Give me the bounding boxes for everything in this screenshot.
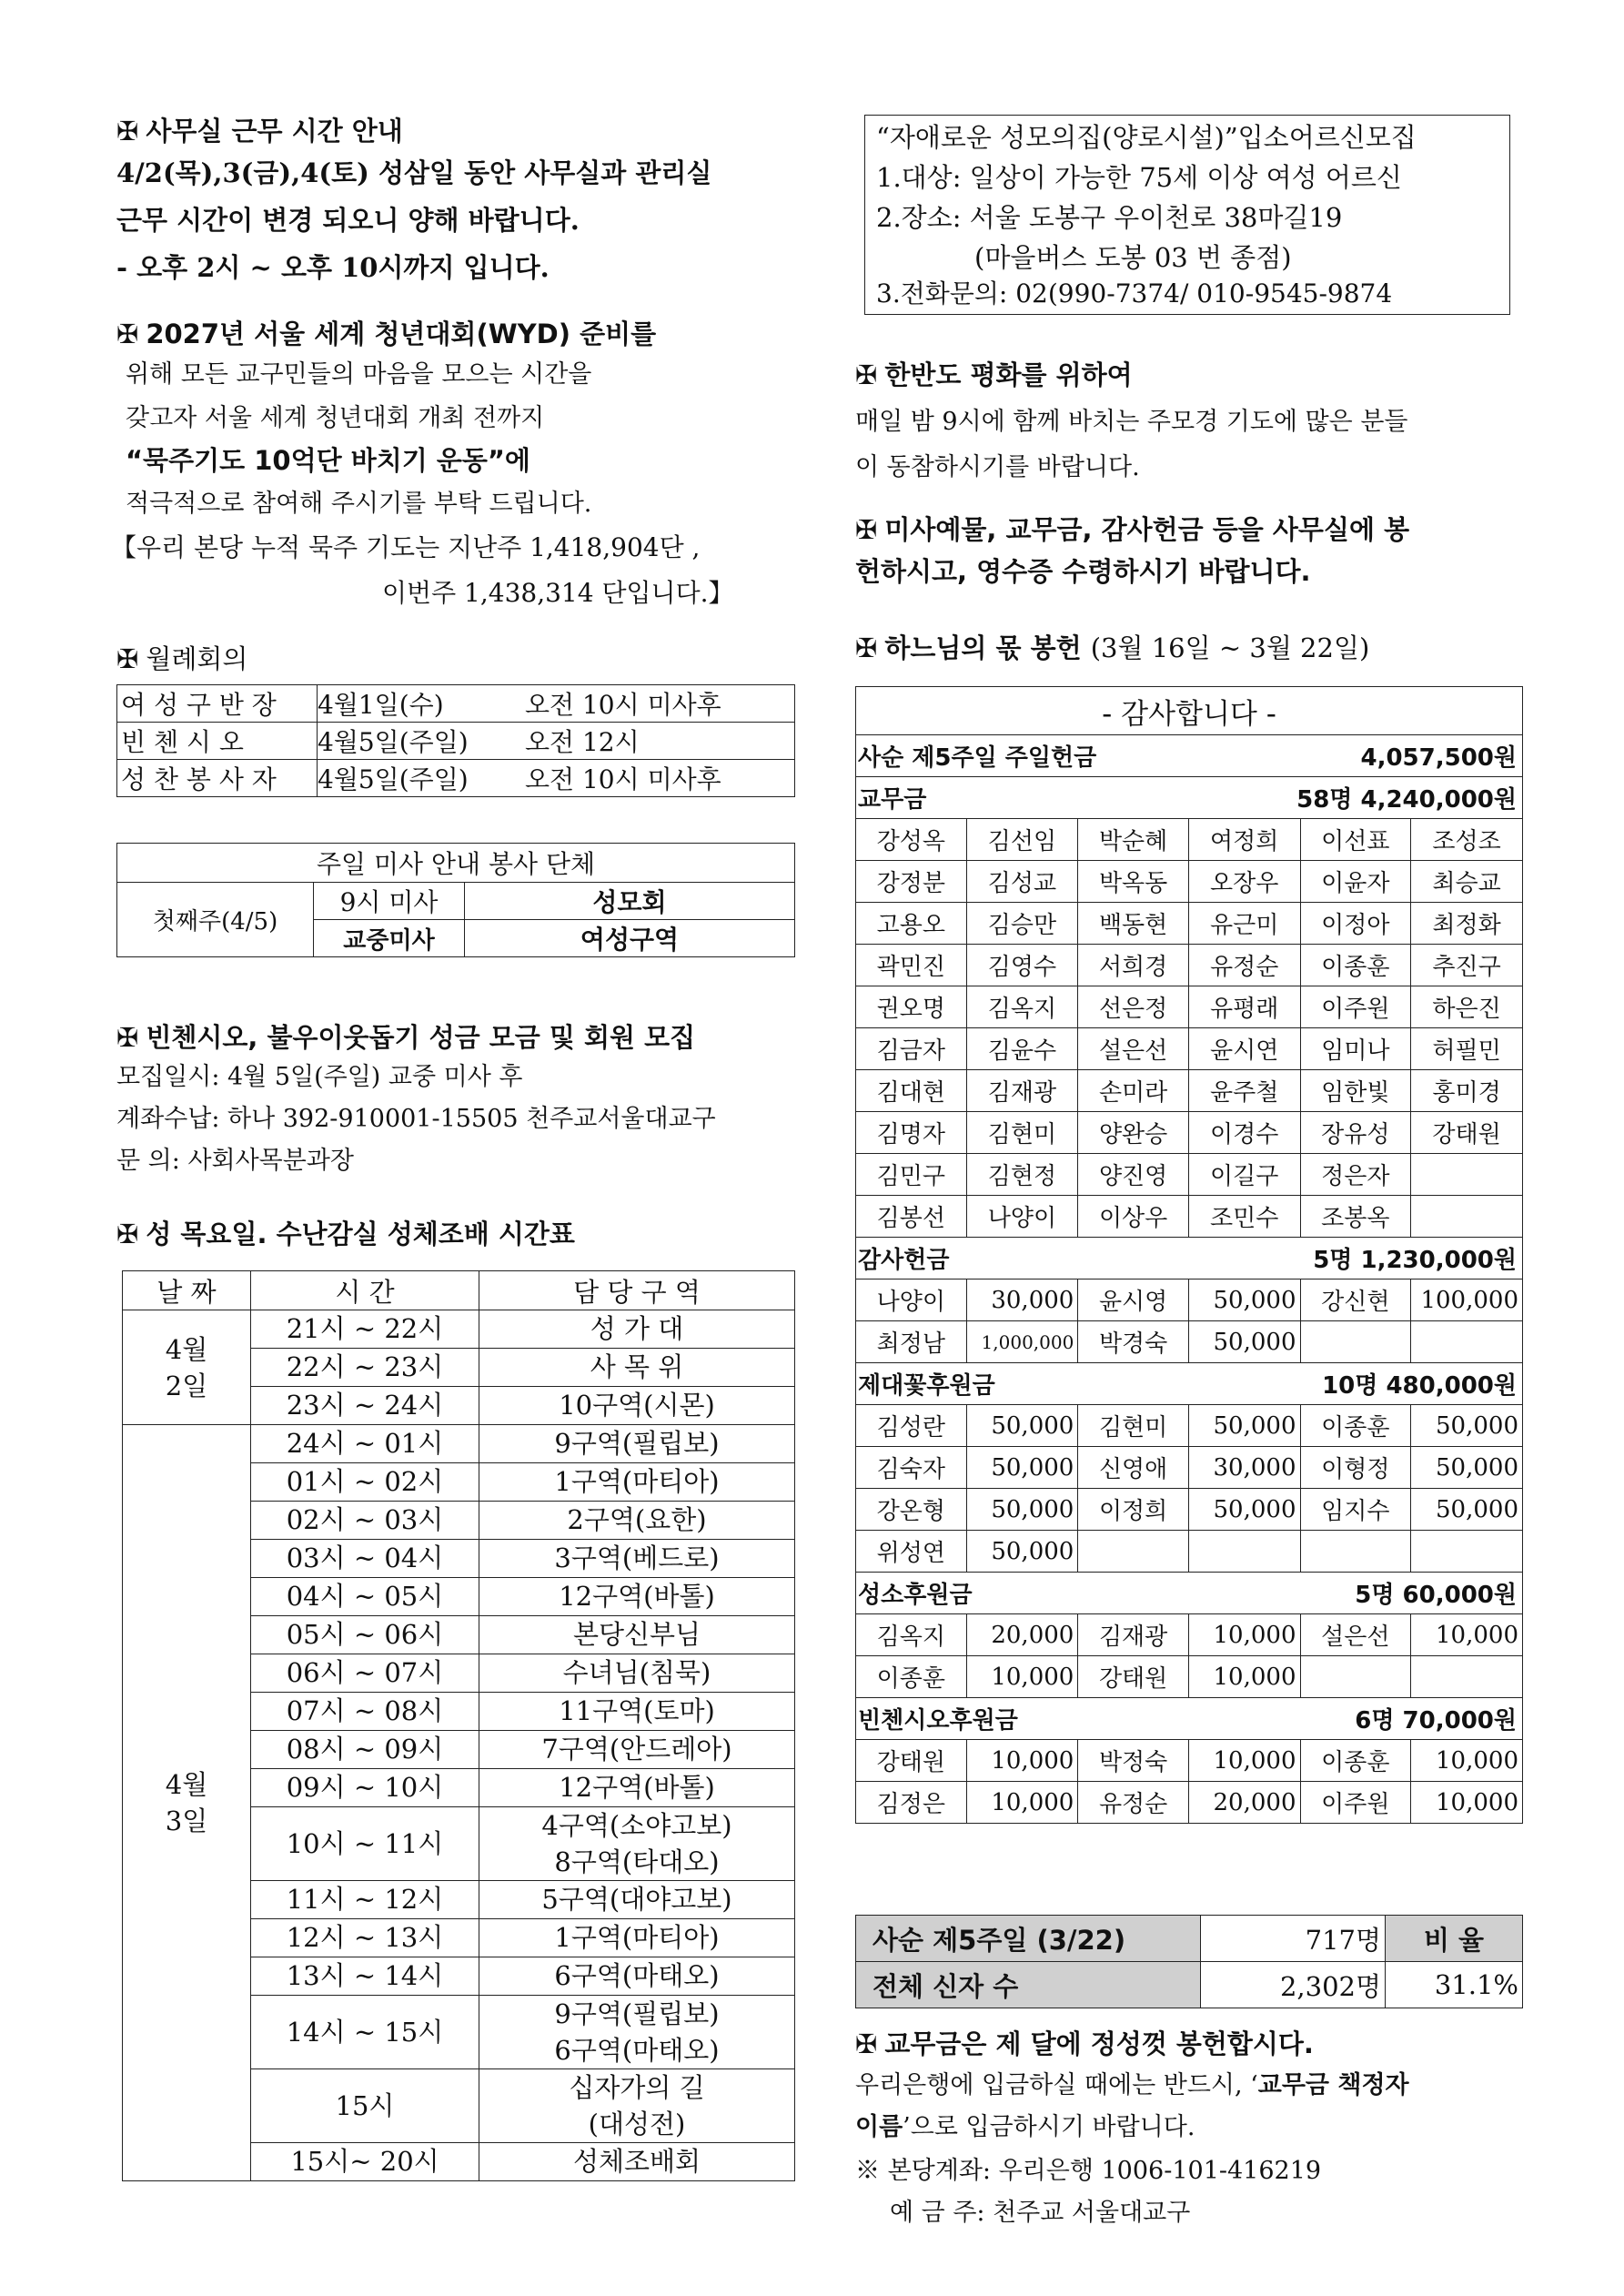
office-line-3: - 오후 2시 ~ 오후 10시까지 입니다. <box>116 252 550 283</box>
donor-name: 장유성 <box>1300 1112 1411 1154</box>
donor-name: 이주원 <box>1300 1782 1411 1824</box>
office-line-2: 근무 시간이 변경 되오니 양해 바랍니다. <box>116 205 580 236</box>
donor-name: 김옥지 <box>856 1614 967 1656</box>
donor-name: 유정순 <box>1078 1782 1189 1824</box>
section-label: 감사헌금 <box>856 1238 1189 1279</box>
section-label: 빈첸시오후원금 <box>856 1698 1189 1740</box>
donor-name: 이종훈 <box>856 1656 967 1698</box>
donor-name: 서희경 <box>1078 945 1189 986</box>
donor-name: 김민구 <box>856 1154 967 1196</box>
donor-name: 위성연 <box>856 1531 967 1573</box>
donor-name: 임미나 <box>1300 1028 1411 1070</box>
donor-name: 김성란 <box>856 1405 967 1447</box>
nursing-line-3: (마을버스 도봉 03 번 종점) <box>974 242 1292 273</box>
donation-amount: 10,000 <box>1411 1614 1523 1656</box>
donation-amount: 50,000 <box>1188 1489 1300 1531</box>
nursing-line-1: 1.대상: 일상이 가능한 75세 이상 여성 어르신 <box>876 162 1402 193</box>
table-row <box>856 1531 1523 1573</box>
table-row <box>856 1279 1523 1321</box>
donor-name: 윤주철 <box>1188 1070 1300 1112</box>
area-cell: 수녀님(침묵) <box>479 1654 795 1693</box>
donor-name: 조성조 <box>1411 819 1523 861</box>
section-row <box>856 1363 1523 1405</box>
table-header-row <box>123 1271 795 1310</box>
area-cell: 11구역(토마) <box>479 1693 795 1731</box>
office-line-1: 4/2(목),3(금),4(토) 성삼일 동안 사무실과 관리실 <box>116 157 712 188</box>
donor-name <box>1411 1196 1523 1238</box>
week-label: 첫째주(4/5) <box>117 883 314 957</box>
area-cell: 7구역(안드레아) <box>479 1731 795 1769</box>
cross-mark-icon: ✠ <box>116 319 139 349</box>
section-row <box>856 1698 1523 1740</box>
donor-name: 이선표 <box>1300 819 1411 861</box>
cross-mark-icon: ✠ <box>116 1022 139 1053</box>
time-cell: 12시 ~ 13시 <box>251 1919 479 1957</box>
donor-name: 김옥지 <box>966 986 1078 1028</box>
section-label: 성소후원금 <box>856 1573 1189 1614</box>
section-amount: 58명 4,240,000원 <box>1188 777 1522 819</box>
donation-amount: 50,000 <box>1411 1405 1523 1447</box>
donor-name: 임지수 <box>1300 1489 1411 1531</box>
donor-name: 추진구 <box>1411 945 1523 986</box>
area-cell: 1구역(마티아) <box>479 1919 795 1957</box>
section-label: 제대꽃후원금 <box>856 1363 1189 1405</box>
cross-mark-icon: ✠ <box>855 632 878 663</box>
wyd-heading: ✠ 2027년 서울 세계 청년대회(WYD) 준비를 <box>116 319 657 349</box>
donor-name <box>1078 1531 1189 1573</box>
donor-name: 최정화 <box>1411 903 1523 945</box>
time-cell: 24시 ~ 01시 <box>251 1425 479 1463</box>
vincent-line-1: 모집일시: 4월 5일(주일) 교중 미사 후 <box>116 1063 523 1091</box>
donor-name: 허필민 <box>1411 1028 1523 1070</box>
donation-amount: 50,000 <box>1188 1279 1300 1321</box>
donor-name: 김현정 <box>966 1154 1078 1196</box>
donation-amount: 10,000 <box>1188 1656 1300 1698</box>
donor-name: 이정아 <box>1300 903 1411 945</box>
donor-name: 강태원 <box>856 1740 967 1782</box>
donor-name: 오장우 <box>1188 861 1300 903</box>
donor-name: 이형정 <box>1300 1447 1411 1489</box>
wyd-line-1: 위해 모든 교구민들의 마음을 모으는 시간을 <box>126 360 592 389</box>
time-cell: 15시 <box>251 2069 479 2143</box>
cross-mark-icon: ✠ <box>855 514 878 545</box>
attendance-table <box>855 1915 1523 2008</box>
office-hours-heading: ✠ 사무실 근무 시간 안내 <box>116 116 403 147</box>
table-row <box>856 1405 1523 1447</box>
tithe-notice-line-1: 우리은행에 입금하실 때에는 반드시, ‘교무금 책정자 <box>855 2071 1409 2099</box>
donor-name: 김성교 <box>966 861 1078 903</box>
donor-name: 김재광 <box>966 1070 1078 1112</box>
wyd-line-3: “묵주기도 10억단 바치기 운동”에 <box>126 445 530 476</box>
donor-name: 김현미 <box>1078 1405 1189 1447</box>
donor-name: 김봉선 <box>856 1196 967 1238</box>
time-cell: 10시 ~ 11시 <box>251 1807 479 1881</box>
donation-amount: 10,000 <box>966 1740 1078 1782</box>
time-cell: 15시~ 20시 <box>251 2143 479 2181</box>
cross-mark-icon: ✠ <box>116 116 139 147</box>
table-row <box>856 1656 1523 1698</box>
donor-name: 이상우 <box>1078 1196 1189 1238</box>
peace-line-1: 매일 밤 9시에 함께 바치는 주모경 기도에 많은 분들 <box>855 408 1408 436</box>
donation-amount: 50,000 <box>966 1405 1078 1447</box>
donation-amount: 50,000 <box>1411 1489 1523 1531</box>
section-label: 교무금 <box>856 777 1189 819</box>
time-cell: 05시 ~ 06시 <box>251 1616 479 1654</box>
section-row <box>856 1573 1523 1614</box>
donation-amount: 50,000 <box>966 1489 1078 1531</box>
section-row <box>856 735 1523 777</box>
donor-name: 강온형 <box>856 1489 967 1531</box>
donor-name: 김대현 <box>856 1070 967 1112</box>
donor-name: 선은정 <box>1078 986 1189 1028</box>
donor-name: 김선임 <box>966 819 1078 861</box>
time-cell: 08시 ~ 09시 <box>251 1731 479 1769</box>
area-cell: 2구역(요한) <box>479 1502 795 1540</box>
donor-name: 정은자 <box>1300 1154 1411 1196</box>
donor-name: 양진영 <box>1078 1154 1189 1196</box>
meeting-heading: ✠ 월례회의 <box>116 643 248 674</box>
table-row: 사순 제5주일 (3/22) 717명 비 율 <box>856 1916 1523 1962</box>
time-cell: 21시 ~ 22시 <box>251 1310 479 1349</box>
donor-name: 나양이 <box>856 1279 967 1321</box>
area-cell: 사 목 위 <box>479 1349 795 1387</box>
table-row <box>856 1070 1523 1112</box>
table-row: 전체 신자 수 2,302명 31.1% <box>856 1962 1523 2008</box>
section-amount: 5명 60,000원 <box>1188 1573 1522 1614</box>
donation-amount <box>1411 1656 1523 1698</box>
donor-name: 김재광 <box>1078 1614 1189 1656</box>
table-row: 빈 첸 시 오 4월5일(주일) 오전 12시 <box>117 723 795 760</box>
mass-service-table: 주일 미사 안내 봉사 단체 첫째주(4/5) 9시 미사 성모회 교중미사 여성구역 <box>116 843 795 957</box>
donor-name: 이종훈 <box>1300 1405 1411 1447</box>
donor-name: 조민수 <box>1188 1196 1300 1238</box>
donation-amount: 10,000 <box>1188 1614 1300 1656</box>
area-cell: 성 가 대 <box>479 1310 795 1349</box>
donor-name: 이주원 <box>1300 986 1411 1028</box>
donor-name: 유정순 <box>1188 945 1300 986</box>
donor-name: 유근미 <box>1188 903 1300 945</box>
section-label: 사순 제5주일 주일헌금 <box>856 735 1189 777</box>
area-cell: 5구역(대야고보) <box>479 1881 795 1919</box>
area-cell: 9구역(필립보) 6구역(마태오) <box>479 1996 795 2069</box>
donor-name: 강태원 <box>1078 1656 1189 1698</box>
donor-name: 이종훈 <box>1300 945 1411 986</box>
donor-name: 박순혜 <box>1078 819 1189 861</box>
donor-name: 윤시영 <box>1078 1279 1189 1321</box>
table-row: 성 찬 봉 사 자 4월5일(주일) 오전 10시 미사후 <box>117 760 795 797</box>
area-cell: 십자가의 길 (대성전) <box>479 2069 795 2143</box>
donor-name: 설은선 <box>1300 1614 1411 1656</box>
cross-mark-icon: ✠ <box>116 643 139 674</box>
time-cell: 13시 ~ 14시 <box>251 1957 479 1996</box>
area-cell: 12구역(바톨) <box>479 1578 795 1616</box>
wyd-line-5: 【우리 본당 누적 묵주 기도는 지난주 1,418,904단 , <box>111 532 701 562</box>
time-cell: 07시 ~ 08시 <box>251 1693 479 1731</box>
donor-name: 최정남 <box>856 1321 967 1363</box>
donor-name: 백동현 <box>1078 903 1189 945</box>
account-holder: 예 금 주: 천주교 서울대교구 <box>890 2199 1191 2227</box>
column-header: 담 당 구 역 <box>479 1271 795 1310</box>
donor-name <box>1300 1656 1411 1698</box>
table-row <box>123 1425 795 1463</box>
area-cell: 4구역(소야고보) 8구역(타대오) <box>479 1807 795 1881</box>
donor-name: 김승만 <box>966 903 1078 945</box>
table-row <box>856 1740 1523 1782</box>
donation-amount: 50,000 <box>966 1531 1078 1573</box>
donation-amount <box>1188 1531 1300 1573</box>
donor-name <box>1411 1154 1523 1196</box>
section-amount: 5명 1,230,000원 <box>1188 1238 1522 1279</box>
table-row <box>856 819 1523 861</box>
donor-name: 김명자 <box>856 1112 967 1154</box>
donor-name: 박옥동 <box>1078 861 1189 903</box>
area-cell: 성체조배회 <box>479 2143 795 2181</box>
donations-heading: ✠ 하느님의 몫 봉헌 (3월 16일 ~ 3월 22일) <box>855 632 1370 663</box>
time-cell: 02시 ~ 03시 <box>251 1502 479 1540</box>
donor-name: 박경숙 <box>1078 1321 1189 1363</box>
area-cell: 9구역(필립보) <box>479 1425 795 1463</box>
donor-name: 김금자 <box>856 1028 967 1070</box>
vincent-line-2: 계좌수납: 하나 392-910001-15505 천주교서울대교구 <box>116 1105 716 1133</box>
time-cell: 09시 ~ 10시 <box>251 1769 479 1807</box>
table-row <box>123 1310 795 1349</box>
wyd-line-6: 이번주 1,438,314 단입니다.】 <box>382 578 734 608</box>
peace-heading: ✠ 한반도 평화를 위하여 <box>855 359 1133 390</box>
donation-amount: 10,000 <box>1411 1740 1523 1782</box>
donation-amount <box>1411 1531 1523 1573</box>
nursing-line-4: 3.전화문의: 02(990-7374/ 010-9545-9874 <box>876 278 1393 308</box>
thanks-row <box>856 687 1523 735</box>
time-cell: 22시 ~ 23시 <box>251 1349 479 1387</box>
donor-name: 여정희 <box>1188 819 1300 861</box>
area-cell: 6구역(마태오) <box>479 1957 795 1996</box>
donation-amount: 100,000 <box>1411 1279 1523 1321</box>
time-cell: 23시 ~ 24시 <box>251 1387 479 1425</box>
donor-name: 김숙자 <box>856 1447 967 1489</box>
area-cell: 12구역(바톨) <box>479 1769 795 1807</box>
donor-name: 강신현 <box>1300 1279 1411 1321</box>
table-row <box>856 903 1523 945</box>
donor-name: 나양이 <box>966 1196 1078 1238</box>
table-row <box>856 861 1523 903</box>
table-row <box>856 1154 1523 1196</box>
donations-table <box>855 686 1523 1824</box>
donor-name: 김정은 <box>856 1782 967 1824</box>
time-cell: 03시 ~ 04시 <box>251 1540 479 1578</box>
donation-amount: 50,000 <box>1411 1447 1523 1489</box>
cross-mark-icon: ✠ <box>116 1219 139 1249</box>
peace-line-2: 이 동참하시기를 바랍니다. <box>855 453 1140 481</box>
donor-name: 강정분 <box>856 861 967 903</box>
section-row <box>856 777 1523 819</box>
time-cell: 06시 ~ 07시 <box>251 1654 479 1693</box>
donation-amount: 10,000 <box>966 1656 1078 1698</box>
donation-amount: 10,000 <box>1411 1782 1523 1824</box>
cross-mark-icon: ✠ <box>855 2028 878 2059</box>
donor-name: 양완승 <box>1078 1112 1189 1154</box>
cross-mark-icon: ✠ <box>855 359 878 390</box>
donor-name <box>1300 1321 1411 1363</box>
donor-name: 고용오 <box>856 903 967 945</box>
table-row <box>856 1447 1523 1489</box>
donor-name: 이길구 <box>1188 1154 1300 1196</box>
donor-name: 강성옥 <box>856 819 967 861</box>
donor-name: 강태원 <box>1411 1112 1523 1154</box>
mass-service-header: 주일 미사 안내 봉사 단체 <box>117 844 795 883</box>
area-cell: 1구역(마티아) <box>479 1463 795 1502</box>
donation-amount: 10,000 <box>966 1782 1078 1824</box>
thanks-title: - 감사합니다 - <box>856 687 1523 735</box>
time-cell: 11시 ~ 12시 <box>251 1881 479 1919</box>
nursing-home-box <box>864 115 1510 315</box>
vincent-heading: ✠ 빈첸시오, 불우이웃돕기 성금 모금 및 회원 모집 <box>116 1022 696 1053</box>
table-row <box>856 1196 1523 1238</box>
offering-notice-line-1: ✠ 미사예물, 교무금, 감사헌금 등을 사무실에 봉 <box>855 514 1410 545</box>
donor-name: 김영수 <box>966 945 1078 986</box>
donor-name: 곽민진 <box>856 945 967 986</box>
donor-name: 홍미경 <box>1411 1070 1523 1112</box>
donor-name: 손미라 <box>1078 1070 1189 1112</box>
adoration-table <box>122 1270 795 2181</box>
area-cell: 3구역(베드로) <box>479 1540 795 1578</box>
donor-name: 윤시연 <box>1188 1028 1300 1070</box>
date-cell: 4월 3일 <box>123 1425 251 2181</box>
table-row <box>856 945 1523 986</box>
column-header: 시 간 <box>251 1271 479 1310</box>
donation-amount <box>1411 1321 1523 1363</box>
nursing-title: “자애로운 성모의집(양로시설)”입소어르신모집 <box>876 122 1417 153</box>
nursing-line-2: 2.장소: 서울 도봉구 우이천로 38마길19 <box>876 202 1343 233</box>
section-amount: 6명 70,000원 <box>1188 1698 1522 1740</box>
donor-name <box>1300 1531 1411 1573</box>
donor-name: 임한빛 <box>1300 1070 1411 1112</box>
area-cell: 10구역(시몬) <box>479 1387 795 1425</box>
donation-amount: 20,000 <box>966 1614 1078 1656</box>
donation-amount: 10,000 <box>1188 1740 1300 1782</box>
table-row: 여 성 구 반 장 4월1일(수) 오전 10시 미사후 <box>117 685 795 723</box>
church-account: ※ 본당계좌: 우리은행 1006-101-416219 <box>855 2157 1322 2185</box>
section-amount: 4,057,500원 <box>1188 735 1522 777</box>
table-row <box>856 1489 1523 1531</box>
table-row <box>856 1321 1523 1363</box>
donor-name: 최승교 <box>1411 861 1523 903</box>
table-row <box>856 1028 1523 1070</box>
donor-name: 김윤수 <box>966 1028 1078 1070</box>
donor-name: 신영애 <box>1078 1447 1189 1489</box>
vincent-line-3: 문 의: 사회사목분과장 <box>116 1147 355 1175</box>
donor-name: 권오명 <box>856 986 967 1028</box>
time-cell: 01시 ~ 02시 <box>251 1463 479 1502</box>
time-cell: 04시 ~ 05시 <box>251 1578 479 1616</box>
donor-name: 조봉옥 <box>1300 1196 1411 1238</box>
donor-name: 김현미 <box>966 1112 1078 1154</box>
donation-amount: 50,000 <box>1188 1321 1300 1363</box>
donor-name: 이윤자 <box>1300 861 1411 903</box>
donation-amount: 50,000 <box>1188 1405 1300 1447</box>
table-row <box>856 986 1523 1028</box>
tithe-notice-line-2: 이름’으로 입금하시기 바랍니다. <box>855 2113 1195 2141</box>
donor-name: 설은선 <box>1078 1028 1189 1070</box>
tithe-notice-heading: ✠ 교무금은 제 달에 정성껏 봉헌합시다. <box>855 2028 1314 2059</box>
donation-amount: 1,000,000 <box>966 1321 1078 1363</box>
column-header: 날 짜 <box>123 1271 251 1310</box>
donor-name: 이정희 <box>1078 1489 1189 1531</box>
donation-amount: 30,000 <box>1188 1447 1300 1489</box>
time-cell: 14시 ~ 15시 <box>251 1996 479 2069</box>
wyd-line-4: 적극적으로 참여해 주시기를 부탁 드립니다. <box>126 490 592 518</box>
table-row <box>856 1782 1523 1824</box>
meeting-table <box>116 684 795 797</box>
section-row <box>856 1238 1523 1279</box>
table-row <box>856 1112 1523 1154</box>
donor-name: 하은진 <box>1411 986 1523 1028</box>
area-cell: 본당신부님 <box>479 1616 795 1654</box>
wyd-line-2: 갖고자 서울 세계 청년대회 개최 전까지 <box>126 404 545 432</box>
section-amount: 10명 480,000원 <box>1188 1363 1522 1405</box>
donation-amount: 50,000 <box>966 1447 1078 1489</box>
offering-notice-line-2: 헌하시고, 영수증 수령하시기 바랍니다. <box>855 556 1311 587</box>
donation-amount: 20,000 <box>1188 1782 1300 1824</box>
date-cell: 4월 2일 <box>123 1310 251 1425</box>
table-row <box>856 1614 1523 1656</box>
donor-name: 유평래 <box>1188 986 1300 1028</box>
donor-name: 이종훈 <box>1300 1740 1411 1782</box>
donation-amount: 30,000 <box>966 1279 1078 1321</box>
donor-name: 박정숙 <box>1078 1740 1189 1782</box>
donor-name: 이경수 <box>1188 1112 1300 1154</box>
adoration-heading: ✠ 성 목요일. 수난감실 성체조배 시간표 <box>116 1219 575 1249</box>
